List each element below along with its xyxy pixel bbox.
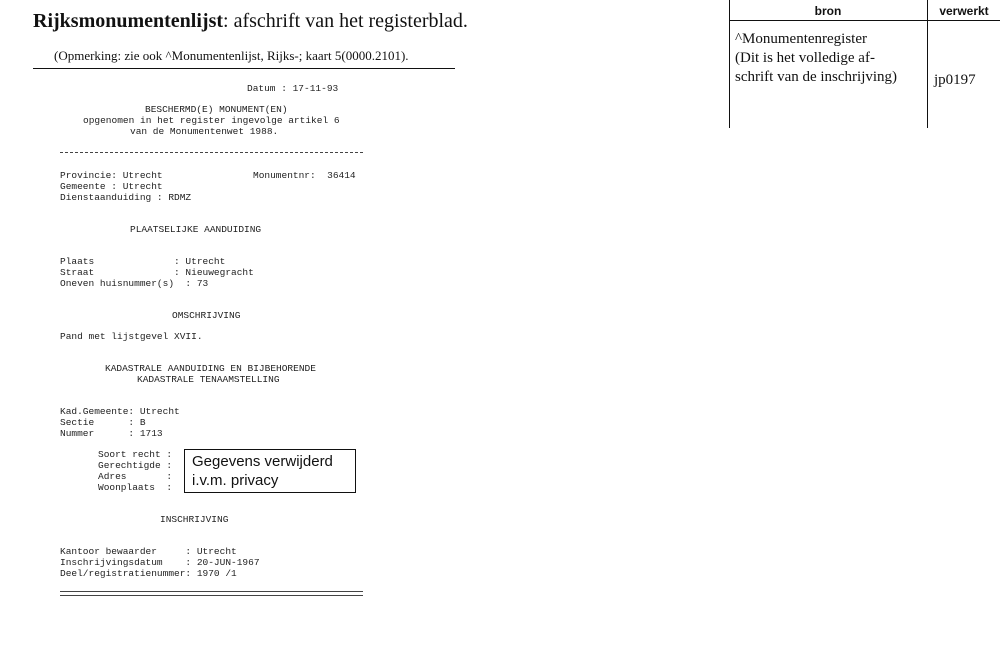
page-title: [33, 10, 468, 33]
section-plaats: PLAATSELIJKE AANDUIDING: [130, 224, 262, 235]
double-divider: [60, 591, 363, 596]
nummer-line: Nummer : 1713: [60, 428, 163, 439]
dashed-divider: [60, 152, 363, 153]
datum-line: Datum : 17-11-93: [247, 83, 339, 94]
sectie-line: Sectie : B: [60, 417, 146, 428]
gemeente-line: Gemeente : Utrecht: [60, 181, 163, 192]
deel-line: Deel/registratienummer: 1970 /1: [60, 568, 237, 579]
column-header-bron: bron: [814, 4, 842, 18]
kantoor-line: Kantoor bewaarder : Utrecht: [60, 546, 237, 557]
bron-line-2: (Dit is het volledige af-: [735, 50, 875, 66]
adres-line: Adres :: [98, 471, 173, 482]
woonplaats-line: Woonplaats :: [98, 482, 173, 493]
bron-line-3: schrift van de inschrijving): [735, 69, 898, 85]
section-inschrijving: INSCHRIJVING: [160, 514, 229, 525]
omschrijving-line: Pand met lijstgevel XVII.: [60, 331, 203, 342]
section-kadaster-2: KADASTRALE TENAAMSTELLING: [137, 374, 280, 385]
source-table: [729, 0, 1000, 128]
plaats-line: Plaats : Utrecht: [60, 256, 226, 267]
heading-line-1: BESCHERMD(E) MONUMENT(EN): [145, 104, 288, 115]
column-header-verwerkt: verwerkt: [939, 4, 989, 18]
heading-line-2: opgenomen in het register ingevolge artikel 6: [83, 115, 340, 126]
bron-line-1: ^Monumentenregister: [735, 31, 868, 47]
cell-verwerkt: jp0197: [934, 72, 976, 88]
soort-recht-line: Soort recht :: [98, 449, 173, 460]
gerechtigde-line: Gerechtigde :: [98, 460, 173, 471]
table-header-rule: [729, 20, 1000, 21]
section-kadaster-1: KADASTRALE AANDUIDING EN BIJBEHORENDE: [105, 363, 316, 374]
dienst-line: Dienstaanduiding : RDMZ: [60, 192, 192, 203]
inschrijvingsdatum-line: Inschrijvingsdatum : 20-JUN-1967: [60, 557, 260, 568]
title-bold: Rijksmonumentenlijst: [33, 10, 224, 32]
privacy-notice-box: [184, 449, 356, 493]
provincie-line: Provincie: Utrecht: [60, 170, 163, 181]
privacy-line-2: i.v.m. privacy: [192, 472, 279, 489]
monumentnr-line: Monumentnr: 36414: [253, 170, 356, 181]
section-omschrijving: OMSCHRIJVING: [172, 310, 241, 321]
privacy-line-1: Gegevens verwijderd: [192, 453, 333, 470]
note-divider: [33, 68, 455, 69]
heading-line-3: van de Monumentenwet 1988.: [130, 126, 279, 137]
huisnummer-line: Oneven huisnummer(s) : 73: [60, 278, 209, 289]
remark-note: (Opmerking: zie ook ^Monumentenlijst, Rijks-; kaart 5(0000.2101).: [54, 48, 409, 63]
kad-gemeente-line: Kad.Gemeente: Utrecht: [60, 406, 180, 417]
cell-bron: [735, 30, 925, 87]
straat-line: Straat : Nieuwegracht: [60, 267, 254, 278]
title-rest: : afschrift van het registerblad.: [223, 10, 468, 32]
